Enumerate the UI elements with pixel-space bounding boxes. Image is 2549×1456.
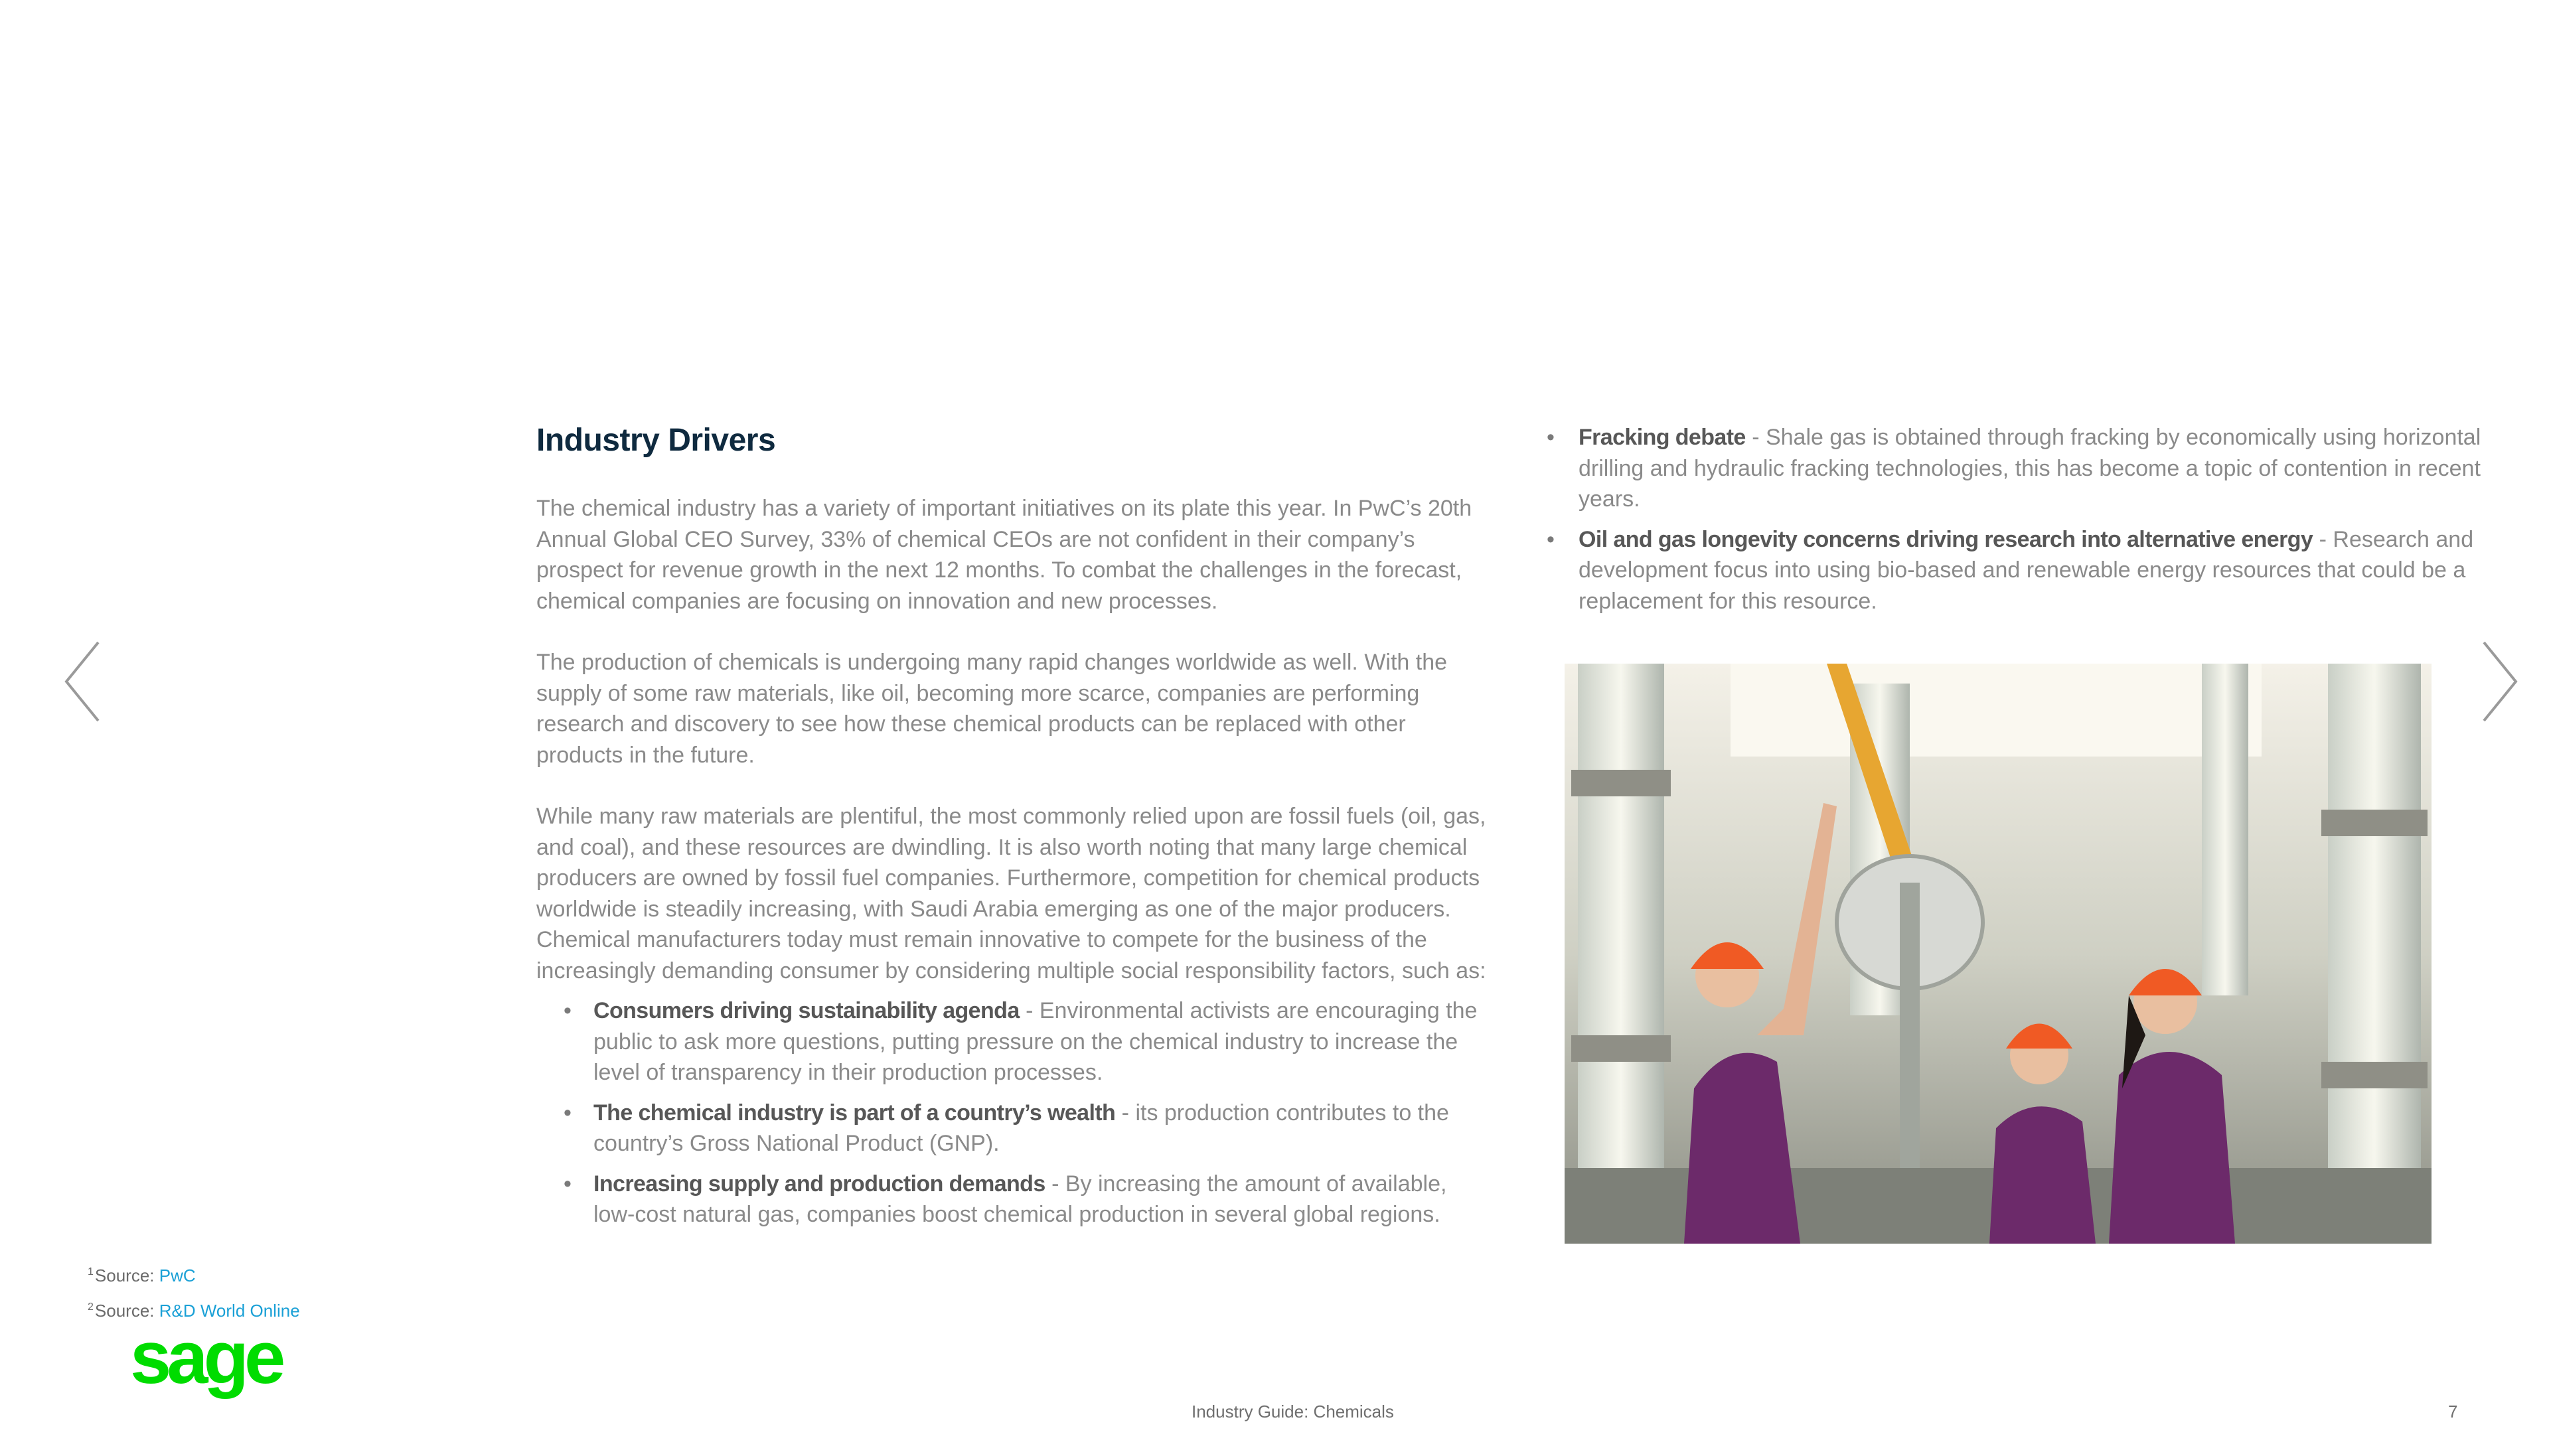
source-link-rd-world[interactable]: R&D World Online [159,1301,300,1321]
next-page-arrow-icon[interactable] [2476,638,2522,725]
list-item [1579,524,2488,617]
section-heading: Industry Drivers [536,423,776,458]
list-item-lead: Increasing supply and production demands [593,1171,1045,1197]
footnotes [88,1256,300,1327]
factors-list-continued [1545,422,2488,617]
list-item-lead: Fracking debate [1579,425,1746,450]
footnote-number: 1 [88,1266,94,1277]
list-item-lead: Consumers driving sustainability agenda [593,998,1020,1023]
footnote [88,1256,300,1291]
list-item-text: - Environmental activists are encouraging the public to ask more questions, putting pressure on the chemical industry to increase the level of transparency in their production processes. [593,998,1478,1085]
list-item [593,1098,1492,1159]
list-item-text: - Research and development focus into using bio-based and renewable energy resources that could be a replacement for this resource. [1579,526,2474,614]
footnote [88,1291,300,1327]
list-item [593,995,1492,1088]
footnote-label: Source: [94,1266,159,1285]
left-column [536,422,1492,1240]
lab-scientists-photo [1565,664,2432,1244]
footnote-label: Source: [94,1301,159,1321]
sage-logo-text: sage [130,1337,281,1399]
list-item-lead: The chemical industry is part of a country’s wealth [593,1100,1116,1126]
list-item-text: - By increasing the amount of available, low-cost natural gas, companies boost chemical production in several global regions. [593,1171,1447,1227]
list-item-text: - Shale gas is obtained through fracking by economically using horizontal drilling and hydraulic fracking technologies, this has become a topic of contention in recent years. [1579,425,2481,512]
list-item-lead: Oil and gas longevity concerns driving research into alternative energy [1579,526,2313,552]
source-link-pwc[interactable]: PwC [159,1266,196,1285]
paragraph: The production of chemicals is undergoing many rapid changes worldwide as well. With the supply of some raw materials, like oil, becoming more scarce, companies are performing research and discovery to see how these chemical products can be replaced with other products in the future. [536,650,1448,768]
footnote-number: 2 [88,1301,94,1313]
footer-title: Industry Guide: Chemicals [1192,1402,1394,1421]
paragraph: The chemical industry has a variety of important initiatives on its plate this year. In PwC’s 20th Annual Global CEO Survey, 33% of chemical CEOs are not confident in their company’s prospect for revenue growth in the next 12 months. To combat the challenges in the forecast, chemical companies are focusing on innovation and new processes. [536,496,1472,614]
list-item-text: - its production contributes to the country’s Gross National Product (GNP). [593,1100,1449,1156]
paragraph: While many raw materials are plentiful, the most commonly relied upon are fossil fuels (oil, gas, and coal), and these resources are dwindling. It is also worth noting that many large chemical producers are owned by fossil fuel companies. Furthermore, competition for chemical products worldwide is steadily increasing, with Saudi Arabia emerging as one of the major producers. Chemical manufacturers today must remain innovative to compete for the business of the increasingly demanding consumer by considering multiple social responsibility factors, such as: [536,804,1486,983]
previous-page-arrow-icon[interactable] [60,638,106,725]
factors-list [536,995,1492,1230]
list-item [593,1169,1492,1230]
page-number: 7 [2448,1402,2458,1421]
list-item [1579,422,2488,515]
right-column [1545,422,2488,626]
sage-logo [130,1337,289,1410]
